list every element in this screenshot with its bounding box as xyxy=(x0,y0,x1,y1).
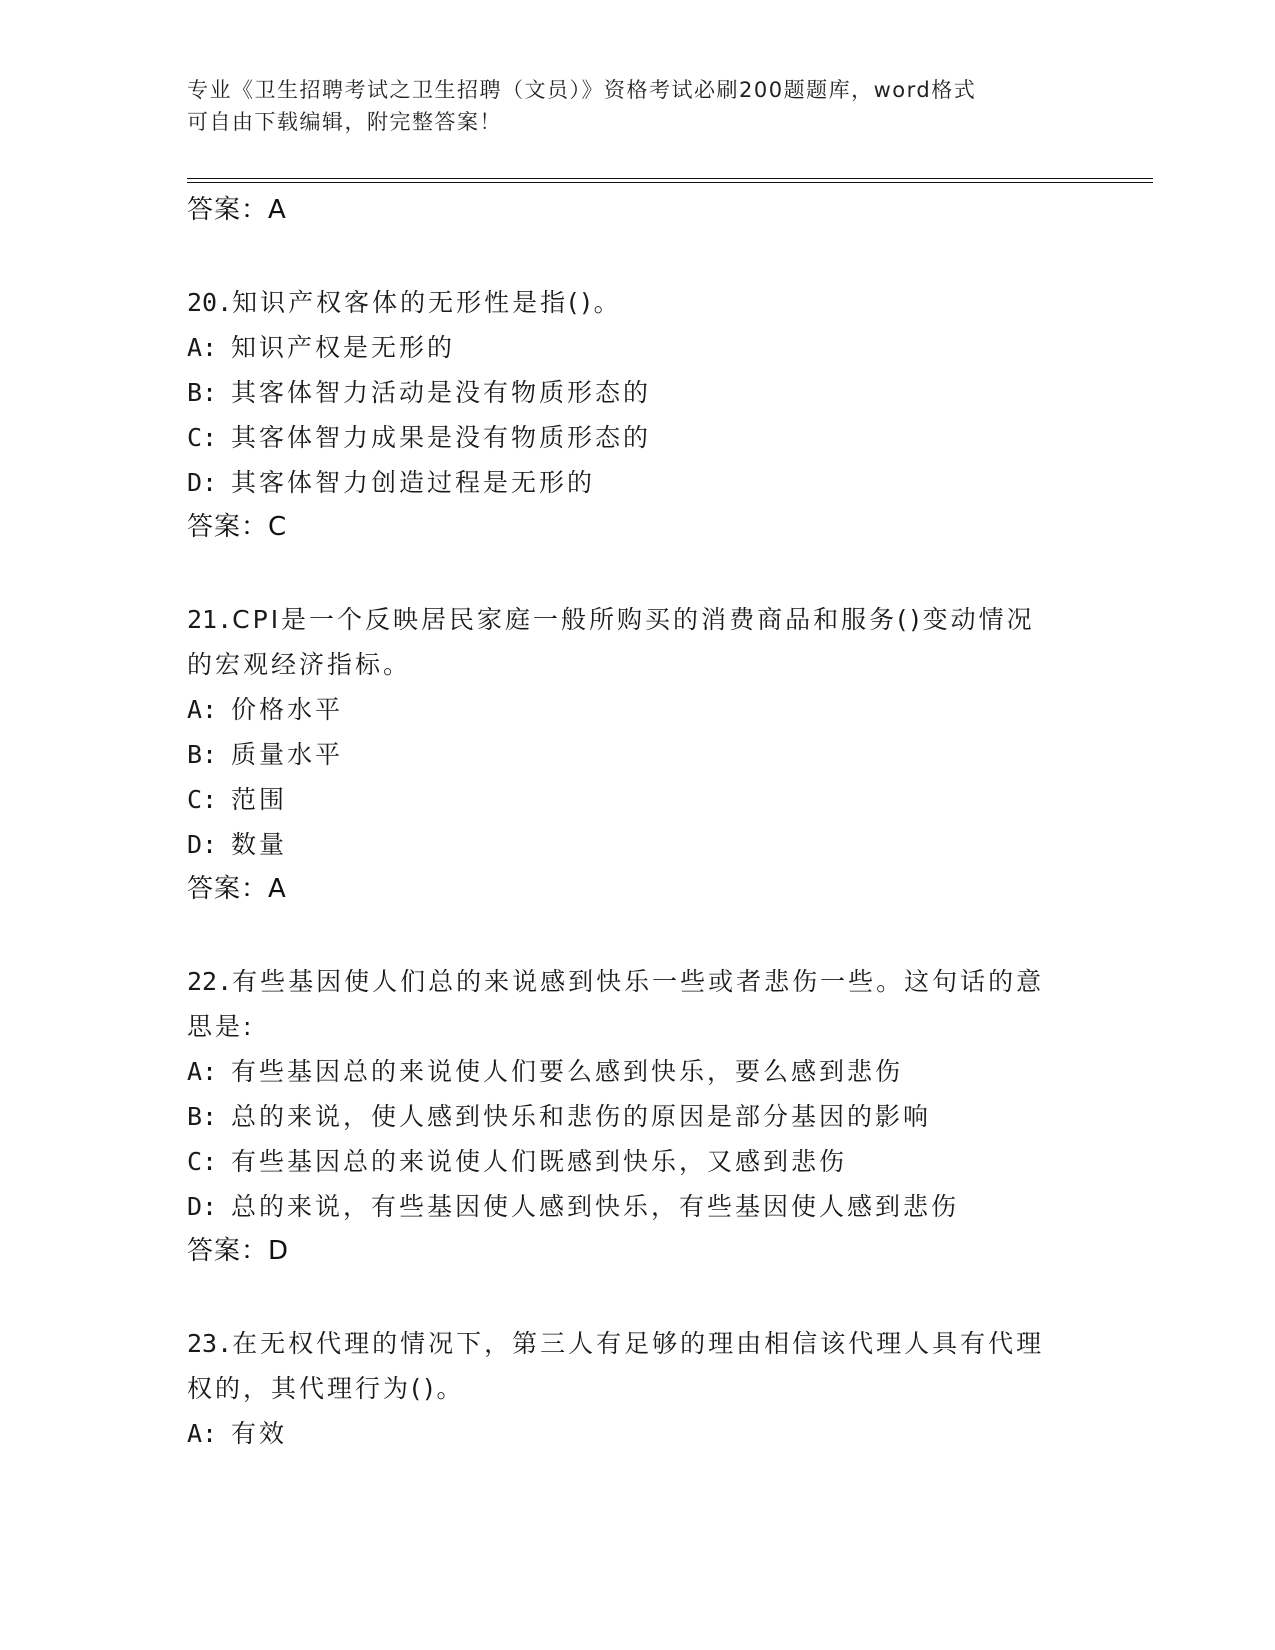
question-21-stem xyxy=(187,597,1087,642)
question-21 xyxy=(187,597,1087,912)
question-23-text-1: 在无权代理的情况下，第三人有足够的理由相信该代理人具有代理 xyxy=(232,1329,1045,1358)
question-21-text-1: CPI是一个反映居民家庭一般所购买的消费商品和服务()变动情况 xyxy=(232,605,1035,634)
question-22-text-1: 有些基因使人们总的来说感到快乐一些或者悲伤一些。这句话的意 xyxy=(232,967,1045,996)
header-divider-top xyxy=(187,178,1153,179)
question-20-option-d: D: 其客体智力创造过程是无形的 xyxy=(187,468,596,497)
question-20-text: 知识产权客体的无形性是指()。 xyxy=(232,288,622,317)
question-22-option-b: B: 总的来说，使人感到快乐和悲伤的原因是部分基因的影响 xyxy=(187,1102,932,1131)
question-21-option-a: A: 价格水平 xyxy=(187,695,344,724)
page-header xyxy=(187,74,1067,138)
answer-20: 答案：C xyxy=(187,512,288,542)
question-21-number: 21. xyxy=(187,605,233,634)
question-list xyxy=(187,188,1087,1456)
question-22-option-a: A: 有些基因总的来说使人们要么感到快乐，要么感到悲伤 xyxy=(187,1057,904,1086)
question-20 xyxy=(187,280,1087,550)
header-divider-bottom xyxy=(187,182,1153,183)
question-22-text-2: 思是: xyxy=(187,1012,255,1041)
header-title-line-2: 可自由下载编辑，附完整答案！ xyxy=(187,110,502,134)
question-21-text-2: 的宏观经济指标。 xyxy=(187,650,412,679)
question-23-stem xyxy=(187,1321,1087,1366)
answer-19: 答案：A xyxy=(187,195,287,225)
header-title-line-1: 专业《卫生招聘考试之卫生招聘（文员）》资格考试必刷200题题库，word格式 xyxy=(187,78,977,102)
question-20-option-b: B: 其客体智力活动是没有物质形态的 xyxy=(187,378,652,407)
question-21-option-d: D: 数量 xyxy=(187,830,288,859)
question-22-number: 22. xyxy=(187,967,233,996)
question-22-stem xyxy=(187,959,1087,1004)
question-23-number: 23. xyxy=(187,1329,233,1358)
question-22-option-d: D: 总的来说，有些基因使人感到快乐，有些基因使人感到悲伤 xyxy=(187,1192,960,1221)
question-20-option-c: C: 其客体智力成果是没有物质形态的 xyxy=(187,423,652,452)
question-20-number: 20. xyxy=(187,288,233,317)
question-21-option-c: C: 范围 xyxy=(187,785,288,814)
question-20-option-a: A: 知识产权是无形的 xyxy=(187,333,456,362)
question-22 xyxy=(187,959,1087,1274)
question-23 xyxy=(187,1321,1087,1456)
question-23-text-2: 权的，其代理行为()。 xyxy=(187,1374,465,1403)
question-20-stem xyxy=(187,280,1087,325)
answer-21: 答案：A xyxy=(187,874,287,904)
answer-22: 答案：D xyxy=(187,1236,290,1266)
question-21-option-b: B: 质量水平 xyxy=(187,740,344,769)
question-23-option-a: A: 有效 xyxy=(187,1419,288,1448)
question-22-option-c: C: 有些基因总的来说使人们既感到快乐，又感到悲伤 xyxy=(187,1147,848,1176)
